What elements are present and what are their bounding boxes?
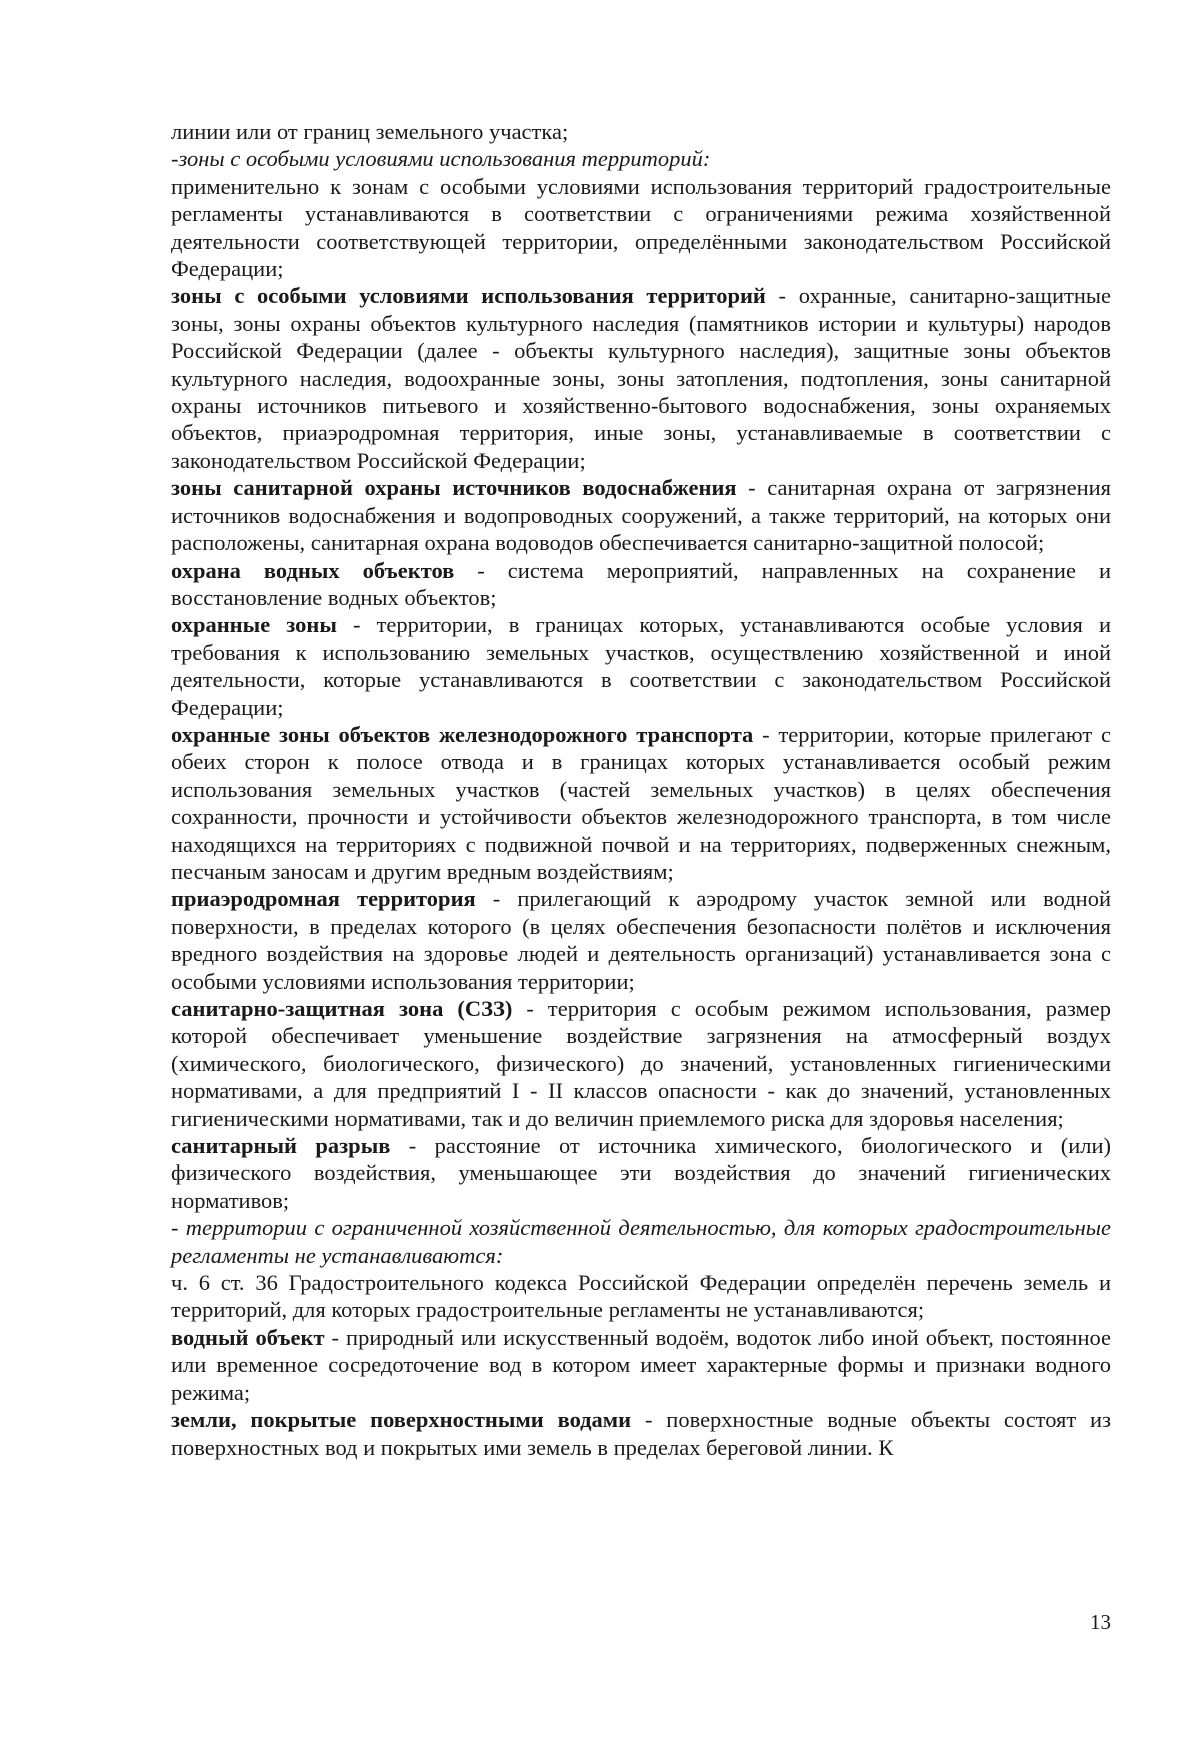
definition-paragraph (171, 282, 1111, 474)
definition-term: зоны с особыми условиями использования территорий (171, 283, 766, 309)
page-number: 13 (1090, 1610, 1111, 1634)
definition-text: - санитарная охрана от загрязнения источников водоснабжения и водопроводных сооружений, а также территорий, на которых они расположены, санитарная охрана водоводов обеспечивается санитарно-защитной полосой; (171, 475, 1111, 556)
definition-term: охранные зоны объектов железнодорожного транспорта (171, 721, 754, 747)
definition-paragraph (171, 611, 1111, 721)
definition-text: - поверхностные водные объекты состоят из поверхностных вод и покрытых ими земель в пределах береговой линии. К (171, 1407, 1111, 1460)
text-paragraph: линии или от границ земельного участка; (171, 119, 569, 144)
definition-text: - природный или искусственный водоём, водоток либо иной объект, постоянное или временное сосредоточение вод в котором имеет характерные формы и признаки водного режима; (171, 1324, 1111, 1405)
definition-text: - охранные, санитарно-защитные зоны, зоны охраны объектов культурного наследия (памятников истории и культуры) народов Российской Федерации (далее - объекты культурного наследия), защитные зоны объектов культурного наследия, водоохранные зоны, зоны затопления, подтопления, зоны санитарной охраны источников питьевого и хозяйственно-бытового водоснабжения, зоны охраняемых объектов, приаэродромная территория, иные зоны, устанавливаемые в соответствии с законодательством Российской Федерации; (171, 283, 1111, 473)
definition-term: зоны санитарной охраны источников водоснабжения (171, 475, 737, 501)
italic-section-heading: - территории с ограниченной хозяйственной деятельностью, для которых градостроительные регламенты не устанавливаются: (171, 1215, 1111, 1268)
definition-text: - система мероприятий, направленных на сохранение и восстановление водных объектов; (171, 557, 1111, 610)
definition-term: земли, покрытые поверхностными водами (171, 1407, 632, 1433)
definition-term: охранные зоны (171, 612, 337, 638)
definition-term: приаэродромная территория (171, 886, 476, 912)
definition-paragraph (171, 885, 1111, 995)
definition-term: охрана водных объектов (171, 557, 455, 583)
text-paragraph: ч. 6 ст. 36 Градостроительного кодекса Российской Федерации определён перечень земель и территорий, для которых градостроительные регламенты не устанавливаются; (171, 1270, 1111, 1323)
definition-term: санитарно-защитная зона (СЗЗ) (171, 996, 513, 1021)
definition-paragraph (171, 557, 1111, 612)
definition-term: санитарный разрыв (171, 1133, 391, 1159)
definition-text: - территории, в границах которых, устанавливаются особые условия и требования к использованию земельных участков, осуществлению хозяйственной и иной деятельности, которые устанавливаются в соответствии с законодательством Российской Федерации; (171, 612, 1111, 720)
italic-section-heading: -зоны с особыми условиями использования территорий: (171, 146, 711, 172)
definition-text: - территория с особым режимом использования, размер которой обеспечивает уменьшение воздействие загрязнения на атмосферный воздух (химического, биологического, физического) до значений, установленных гигиеническими нормативами, а для предприятий I - II классов опасности - как до значений, установленных гигиеническими нормативами, так и до величин приемлемого риска для здоровья населения; (171, 996, 1111, 1131)
definition-text: - прилегающий к аэродрому участок земной или водной поверхности, в пределах которого (в целях обеспечения безопасности полётов и исключения вредного воздействия на здоровье людей и деятельность организаций) устанавливается зона с особыми условиями использования территории; (171, 886, 1111, 994)
definition-paragraph (171, 1132, 1111, 1214)
definition-paragraph (171, 995, 1111, 1132)
text-paragraph: применительно к зонам с особыми условиями использования территорий градостроительные регламенты устанавливаются в соответствии с ограничениями режима хозяйственной деятельности соответствующей территории, определёнными законодательством Российской Федерации; (171, 173, 1111, 282)
definition-paragraph (171, 1324, 1111, 1406)
definition-text: - расстояние от источника химического, биологического и (или) физического воздействия, уменьшающее эти воздействия до значений гигиенических нормативов; (171, 1133, 1112, 1213)
document-page (171, 118, 1111, 1461)
definition-term: водный объект (171, 1324, 325, 1350)
definition-paragraph (171, 721, 1111, 885)
definition-paragraph (171, 1406, 1111, 1461)
definition-text: - территории, которые прилегают с обеих сторон к полосе отвода и в границах которых устанавливается особый режим использования земельных участков (частей земельных участков) в целях обеспечения сохранности, прочности и устойчивости объектов железнодорожного транспорта, в том числе находящихся на территориях с подвижной почвой и на территориях, подверженных снежным, песчаным заносам и другим вредным воздействиям; (171, 721, 1111, 884)
definition-paragraph (171, 474, 1111, 556)
